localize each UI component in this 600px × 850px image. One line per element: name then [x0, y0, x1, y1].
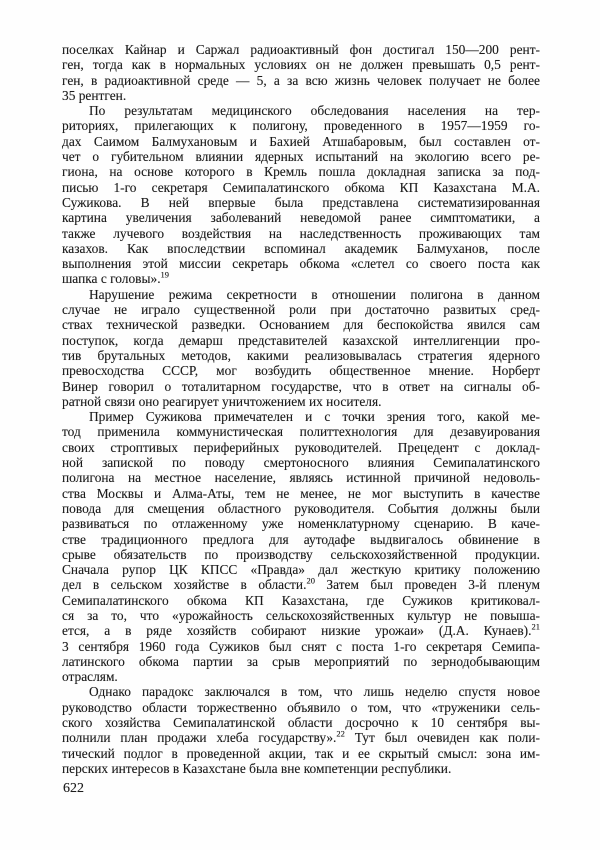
- text-line: стве традиционного предлога для аутодафе выдвигалось обвинение в: [62, 531, 540, 547]
- paragraph: [62, 684, 540, 776]
- footnote-ref: 21: [531, 621, 540, 632]
- paragraph: [62, 287, 540, 409]
- text-line: ся за то, что «урожайность сельскохозяйственных культур не повыша-: [62, 607, 540, 623]
- text-line: ген, в радиоактивной среде — 5, а за всю жизнь человек получает не более: [62, 72, 540, 88]
- text-line: Винер говорил о тоталитарном государстве, что в ответ на сигналы об-: [62, 378, 540, 394]
- text-block: [62, 42, 540, 776]
- footnote-ref: 19: [160, 269, 170, 280]
- text-line: Сначала рупор ЦК КПСС «Правда» дал жесткую критику положению: [62, 562, 540, 578]
- text-line: ского хозяйства Семипалатинской области досрочно к 10 сентября вы-: [62, 715, 540, 731]
- text-line: картина увеличения заболеваний неведомой ранее симптоматики, а: [62, 210, 540, 226]
- footnote-ref: 22: [336, 728, 345, 739]
- paragraph: [62, 103, 540, 287]
- text-line: тив брутальных методов, какими реализовывалась стратегия ядерного: [62, 347, 540, 363]
- text-line: ной запиской по поводу смертоносного влияния Семипалатинского: [62, 455, 540, 471]
- footnote-ref: 20: [306, 575, 315, 586]
- text-line: срыве обязательств по производству сельскохозяйственной продукции.: [62, 546, 540, 562]
- text-line: писью 1-го секретаря Семипалатинского обкома КП Казахстана М.А.: [62, 179, 540, 195]
- text-line: Сужикова. В ней впервые была представлена систематизированная: [62, 194, 540, 210]
- text-line: тический подлог в проведенной акции, так и ее скрытый смысл: зона им-: [62, 745, 540, 761]
- text-line: поселках Кайнар и Саржал радиоактивный фон достигал 150—200 рент-: [62, 42, 540, 57]
- paragraph: [62, 42, 540, 103]
- text-line: казахов. Как впоследствии вспоминал академик Балмуханов, после: [62, 240, 540, 256]
- text-line: полнили план продажи хлеба государству».$^{22}$ Тут был очевиден как поли-: [62, 728, 540, 746]
- text-line: 3 сентября 1960 года Сужиков был снят с поста 1-го секретаря Семипа-: [62, 638, 540, 654]
- text-line: выполнения этой миссии секретарь обкома «слетел со своего поста как: [62, 256, 540, 272]
- text-line: чет о губительном влиянии ядерных испытаний на экологию всего ре-: [62, 149, 540, 165]
- text-line: перских интересов в Казахстане была вне компетенции республики.: [62, 760, 452, 776]
- text-line: риториях, прилегающих к полигону, проведенного в 1957—1959 го-: [62, 118, 540, 134]
- text-line: превосходства СССР, мог возбудить общественное мнение. Норберт: [62, 363, 540, 379]
- text-line: ген, тогда как в нормальных условиях он не должен превышать 0,5 рент-: [62, 57, 540, 73]
- text-line: своих строптивых периферийных руководителей. Прецедент с доклад-: [62, 439, 540, 455]
- paragraph: [62, 409, 540, 684]
- text-line: тод применила коммунистическая политтехнология для дезавуирования: [62, 424, 540, 440]
- text-line: дел в сельском хозяйстве в области.$^{20}$ Затем был проведен 3-й пленум: [62, 575, 540, 593]
- text-line: руководство области торжественно объявило о том, что «труженики сель-: [62, 699, 540, 715]
- text-line: развиваться по отлаженному уже номенклатурному сценарию. В каче-: [62, 516, 540, 532]
- text-line: повода для смещения областного руководителя. События должны были: [62, 500, 540, 516]
- text-line: По результатам медицинского обследования населения на тер-: [89, 103, 540, 119]
- text-line: отраслям.: [62, 669, 118, 685]
- text-line: поступок, когда демарш представителей казахской интеллигенции про-: [62, 332, 540, 348]
- text-line: ствах технической разведки. Основанием для беспокойства явился сам: [62, 317, 540, 333]
- text-line: ратной связи оно реагирует уничтожением их носителя.: [62, 393, 382, 409]
- text-line: Нарушение режима секретности в отношении полигона в данном: [89, 286, 540, 302]
- text-line: Пример Сужикова примечателен и с точки зрения того, какой ме-: [89, 409, 540, 425]
- text-line: Однако парадокс заключался в том, что лишь неделю спустя новое: [89, 684, 540, 700]
- text-line: также лучевого воздействия на наследственность проживающих там: [62, 225, 540, 241]
- text-line: ства Москвы и Алма-Аты, тем не менее, не мог выступить в качестве: [62, 485, 540, 501]
- page-number: 622: [63, 781, 84, 796]
- text-line: дах Саимом Балмухановым и Бахией Атшабаровым, был составлен от-: [62, 133, 540, 149]
- text-line: гиона, на основе которого в Кремль пошла докладная записка за под-: [62, 164, 540, 180]
- text-line: случае не играло существенной роли при достаточно развитых сред-: [62, 302, 540, 318]
- text-line: 35 рентген.: [62, 87, 127, 103]
- text-line: шапка с головы».$^{19}$: [62, 269, 170, 287]
- text-line: ется, а в ряде хозяйств собирают низкие урожаи» (Д.А. Кунаев).$^{21}$: [62, 621, 540, 639]
- text-line: полигона на местное население, являясь истинной причиной недоволь-: [62, 470, 540, 486]
- text-line: латинского обкома партии за срыв мероприятий по зернодобывающим: [62, 653, 540, 669]
- text-line: Семипалатинского обкома КП Казахстана, где Сужиков критиковал-: [62, 592, 540, 608]
